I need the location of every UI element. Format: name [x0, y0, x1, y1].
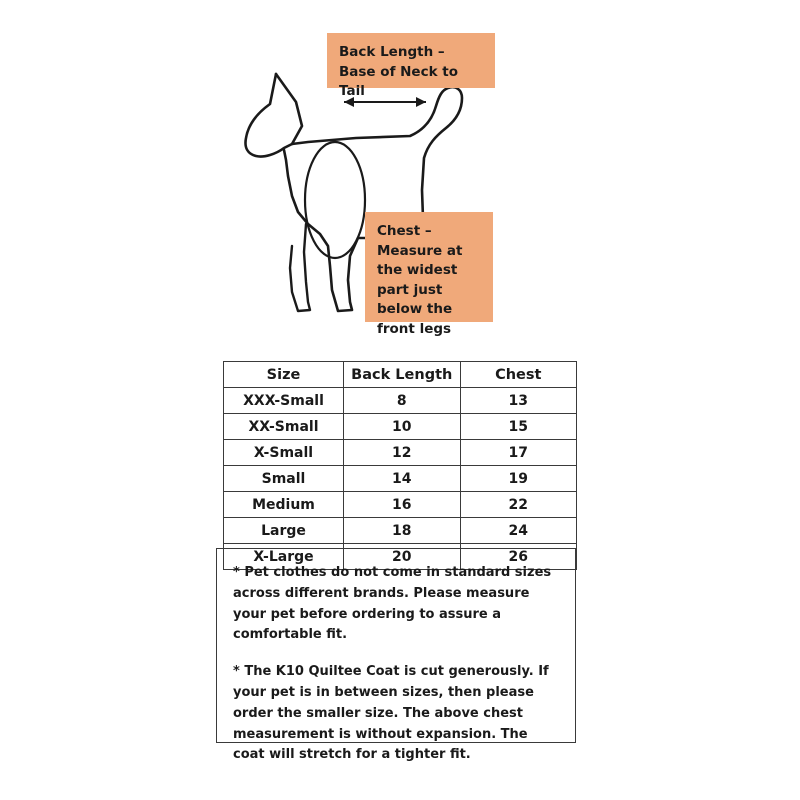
cell-back-length: 14: [344, 466, 460, 492]
dog-ear-path: [276, 74, 302, 144]
cell-back-length: 8: [344, 388, 460, 414]
cell-chest: 17: [460, 440, 577, 466]
column-header-size: Size: [224, 362, 344, 388]
cell-size: X-Small: [224, 440, 344, 466]
callout-chest: Chest – Measure at the widest part just below the front legs: [365, 212, 493, 322]
size-chart-table: [223, 361, 577, 570]
cell-size: XXX-Small: [224, 388, 344, 414]
cell-back-length: 20: [344, 544, 460, 570]
cell-size: Medium: [224, 492, 344, 518]
measurement-diagram: [0, 0, 800, 345]
table-row: [224, 518, 577, 544]
cell-chest: 26: [460, 544, 577, 570]
cell-chest: 13: [460, 388, 577, 414]
cell-back-length: 10: [344, 414, 460, 440]
note-standard-sizes: * Pet clothes do not come in standard sizes across different brands. Please measure your pet before ordering to assure a comfortable fit.: [233, 565, 552, 643]
table-row: [224, 388, 577, 414]
cell-back-length: 18: [344, 518, 460, 544]
column-header-back-length: Back Length: [344, 362, 460, 388]
cell-size: Large: [224, 518, 344, 544]
cell-chest: 24: [460, 518, 577, 544]
cell-back-length: 16: [344, 492, 460, 518]
cell-chest: 22: [460, 492, 577, 518]
note-coat-fit: * The K10 Quiltee Coat is cut generously. If your pet is in between sizes, then please order the smaller size. The above chest measurement is without expansion. The coat will stretch for a tighter fit.: [233, 664, 549, 763]
size-table-container: [223, 361, 577, 570]
callout-back-length: Back Length – Base of Neck to Tail: [327, 33, 495, 88]
notes-box: [216, 548, 576, 763]
table-row: [224, 414, 577, 440]
cell-back-length: 12: [344, 440, 460, 466]
chest-girth-ellipse: [305, 142, 365, 258]
cell-size: Small: [224, 466, 344, 492]
cell-chest: 15: [460, 414, 577, 440]
column-header-chest: Chest: [460, 362, 577, 388]
cell-size: X-Large: [224, 544, 344, 570]
cell-size: XX-Small: [224, 414, 344, 440]
dog-front-far-leg-path: [290, 224, 310, 311]
table-header-row: [224, 362, 577, 388]
table-row: [224, 492, 577, 518]
back-length-arrow-head-right: [416, 97, 426, 107]
table-row: [224, 466, 577, 492]
table-row: [224, 440, 577, 466]
cell-chest: 19: [460, 466, 577, 492]
